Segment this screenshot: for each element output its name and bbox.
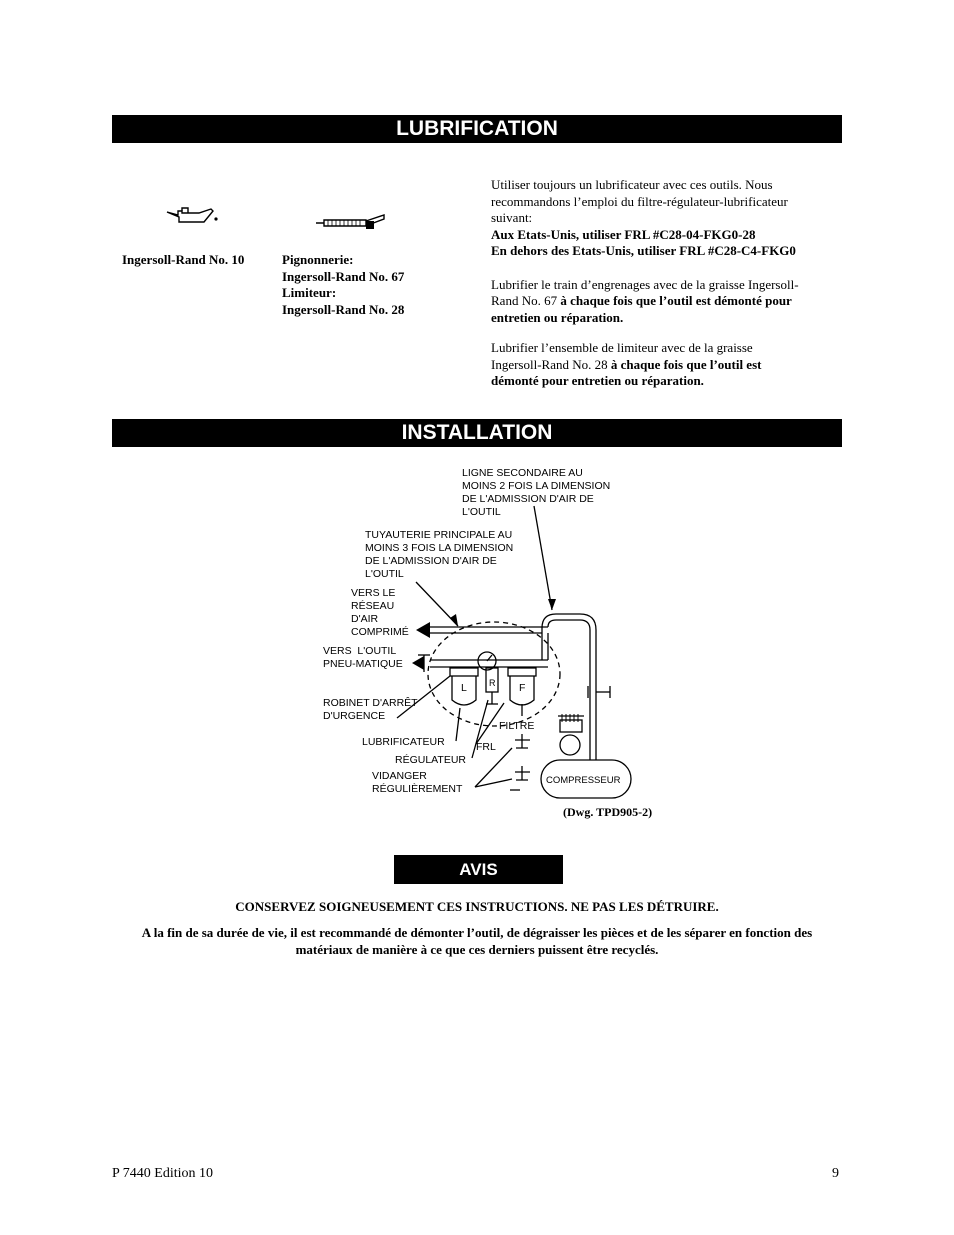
notice-recycling: A la fin de sa durée de vie, il est recommandé de démonter l’outil, de dégraisser les pièces et de les séparer en fonction des matériaux de manière à ce que ces derniers puissent être recyclés.	[141, 925, 813, 957]
frl-us-model: Aux Etats-Unis, utiliser FRL #C28-04-FKG0-28	[491, 226, 756, 242]
main-piping-label: TUYAUTERIE PRINCIPALE AU MOINS 3 FOIS LA DIMENSION DE L'ADMISSION D'AIR DE L'OUTIL	[365, 529, 514, 580]
lubricator-label: LUBRIFICATEUR	[362, 736, 445, 748]
page-number: 9	[832, 1166, 839, 1181]
frl-intl-model: En dehors des Etats-Unis, utiliser FRL #C28-C4-FKG0	[491, 243, 796, 258]
arrow-to-tool-icon	[412, 656, 424, 670]
oil-lubricant-label: Ingersoll-Rand No. 10	[122, 252, 245, 267]
gear-train-label: Pignonnerie:	[282, 252, 354, 267]
lubrification-heading: LUBRIFICATION	[112, 115, 842, 143]
limiter-label: Limiteur:	[282, 285, 337, 300]
filter-label: FILTRE	[499, 720, 535, 732]
notice-keep-instructions: CONSERVEZ SOIGNEUSEMENT CES INSTRUCTIONS. NE PAS LES DÉTRUIRE.	[235, 899, 719, 914]
notice-heading: AVIS	[394, 855, 563, 884]
to-air-network-label: VERS LE RÉSEAU D'AIR COMPRIMÉ	[351, 587, 409, 638]
drawing-reference: (Dwg. TPD905-2)	[563, 805, 653, 819]
to-tool-label: VERS L'OUTIL PNEU-MATIQUE	[323, 645, 403, 670]
arrow-to-network-icon	[416, 622, 430, 638]
compressor-label: COMPRESSEUR	[546, 775, 621, 786]
footer-edition: P 7440 Edition 10	[112, 1166, 213, 1181]
secondary-line-label: LIGNE SECONDAIRE AU MOINS 2 FOIS LA DIMENSION DE L'ADMISSION D'AIR DE L'OUTIL	[462, 467, 611, 518]
paragraph-gear-train: Lubrifier le train d’engrenages avec de la graisse Ingersoll- Rand No. 67 à chaque fois que l’outil est démonté pour entretien ou réparation.	[491, 276, 799, 325]
limiter-grease-label: Ingersoll-Rand No. 28	[282, 301, 405, 317]
installation-heading: INSTALLATION	[112, 419, 842, 447]
paragraph-limiter: Lubrifier l’ensemble de limiteur avec de la graisse Ingersoll-Rand No. 28 à chaque fois que l’outil est démonté pour entretien ou réparation.	[491, 340, 762, 388]
regulator-unit-letter: R	[489, 678, 496, 688]
filter-unit-letter: F	[519, 682, 526, 694]
lubricator-unit-letter: L	[461, 682, 467, 694]
paragraph-frl: Utiliser toujours un lubrificateur avec ces outils. Nous recommandons l’emploi du filtre-régulateur-lubrificateur suivant: Aux Etats-Unis, utiliser FRL #C28-04-FKG0-28 En dehors des Etats-Unis, utiliser FRL #C28-C4-FKG0	[491, 177, 843, 260]
drain-label: VIDANGER RÉGULIÈREMENT	[372, 770, 463, 795]
regulator-label: RÉGULATEUR	[395, 754, 466, 766]
shutoff-valve-label: ROBINET D'ARRÊT D'URGENCE	[323, 697, 418, 722]
frl-label: FRL	[476, 741, 496, 753]
gear-grease-label: Ingersoll-Rand No. 67	[282, 268, 405, 284]
